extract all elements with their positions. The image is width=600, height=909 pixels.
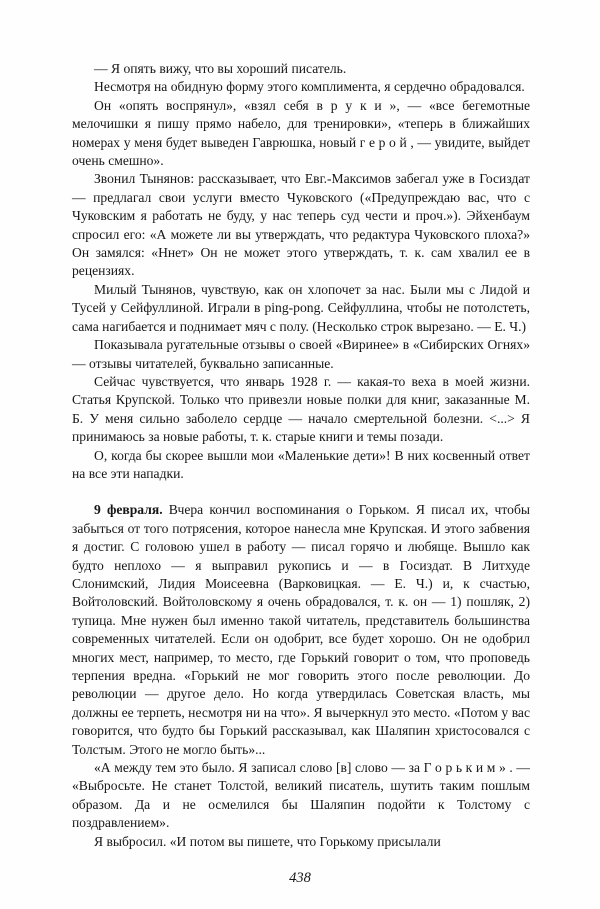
paragraph-text: Сейчас чувствуется, что январь 1928 г. — какая-то веха в моей жизни. Статья Крупской. Только что привезли новые полки для книг, заказанные М. Б. У меня сильно заболело сердце — начало смертельной болезни. <...> Я принимаюсь за новые работы, т. к. старые книги и темы позади. [72,373,530,445]
paragraph-text: Звонил Тынянов: рассказывает, что Евг.-Максимов забегал уже в Госиздат — предлагал свои услуги вместо Чуковского («Предупреждаю вас, что с Чуковским я работать не буду, у нас теперь суд чести и проч.»). Эйхенбаум спросил его: «А можете ли вы утверждать, что редактура Чуковского плоха?» Он замялся: «Ннет» Он не может этого утверждать, т. к. сам хвалил ее в рецензиях. [72,171,530,279]
paragraph [72,373,530,447]
paragraph [72,78,530,96]
paragraph-text: Показывала ругательные отзывы о своей «Виринее» в «Сибирских Огнях» — отзывы читателей, буквально записанные. [72,337,530,371]
paragraph [72,833,530,851]
page-number: 438 [289,870,311,886]
paragraph-text: Вчера кончил воспоминания о Горьком. Я писал их, чтобы забыться от того потрясения, которое нанесла мне Крупская. И этого забвения я достиг. С головою ушел в работу — писал горячо и любяще. Вышло как будто неплохо — я выправил рукопись и — в Госиздат. В Литхуде Слонимский, Лидия Моисеевна (Варковицкая. — Е. Ч.) и, к счастью, Войтоловский. Войтоловскому я очень обрадовался, т. к. он — 1) пошляк, 2) тупица. Мне нужен был именно такой читатель, представитель большинства современных читателей. Если он одобрит, все будет хорошо. Он не одобрил многих мест, например, то место, где Горький говорит о том, что проповедь терпения вредна. «Горький не мог говорить этого после революции. До революции — другое дело. Но когда утвердилась Советская власть, мы должны ее терпеть, несмотря ни на что». Я вычеркнул это место. «Потом у вас говорится, что будто бы Горький рассказывал, как Шаляпин христосовался с Толстым. Этого не могло быть»... [72,502,530,757]
paragraph [72,447,530,484]
paragraph [72,170,530,280]
paragraph [72,759,530,833]
text-column [72,60,530,851]
paragraph-text: «А между тем это было. Я записал слово [в] слово — за Г о р ь к и м » . — «Выбросьте. Не станет Толстой, великий писатель, шутить таким пошлым образом. Да и не осмелился бы Шаляпин подойти к Толстому с поздравлением». [72,760,530,831]
paragraph-text: Несмотря на обидную форму этого комплимента, я сердечно обрадовался. [94,79,525,95]
paragraph-text: Он «опять воспрянул», «взял себя в р у к и », — «все бегемотные мелочишки я пишу прямо набело, для тренировки», «теперь в ближайших номерах у меня будет выведен Гаврюшка, новый г е р о й , — увидите, выйдет очень смешно». [72,97,530,169]
paragraph [72,60,530,78]
paragraph [72,97,530,171]
paragraph-text: Я выбросил. «И потом вы пишете, что Горькому присылали [94,833,441,849]
date-heading: 9 февраля. [94,502,169,518]
paragraph-diary-entry [72,501,530,759]
paragraph-text: — Я опять вижу, что вы хороший писатель. [94,61,347,76]
paragraph [72,281,530,336]
paragraph [72,336,530,373]
paragraph-text: Милый Тынянов, чувствую, как он хлопочет за нас. Были мы с Лидой и Тусей у Сейфуллиной. Играли в ping-pong. Сейфуллина, чтобы не потолстеть, сама нагибается и поднимает мяч с полу. (Несколько строк вырезано. — Е. Ч.) [72,281,530,334]
paragraph-text: О, когда бы скорее вышли мои «Маленькие дети»! В них косвенный ответ на все эти нападки. [72,447,530,481]
